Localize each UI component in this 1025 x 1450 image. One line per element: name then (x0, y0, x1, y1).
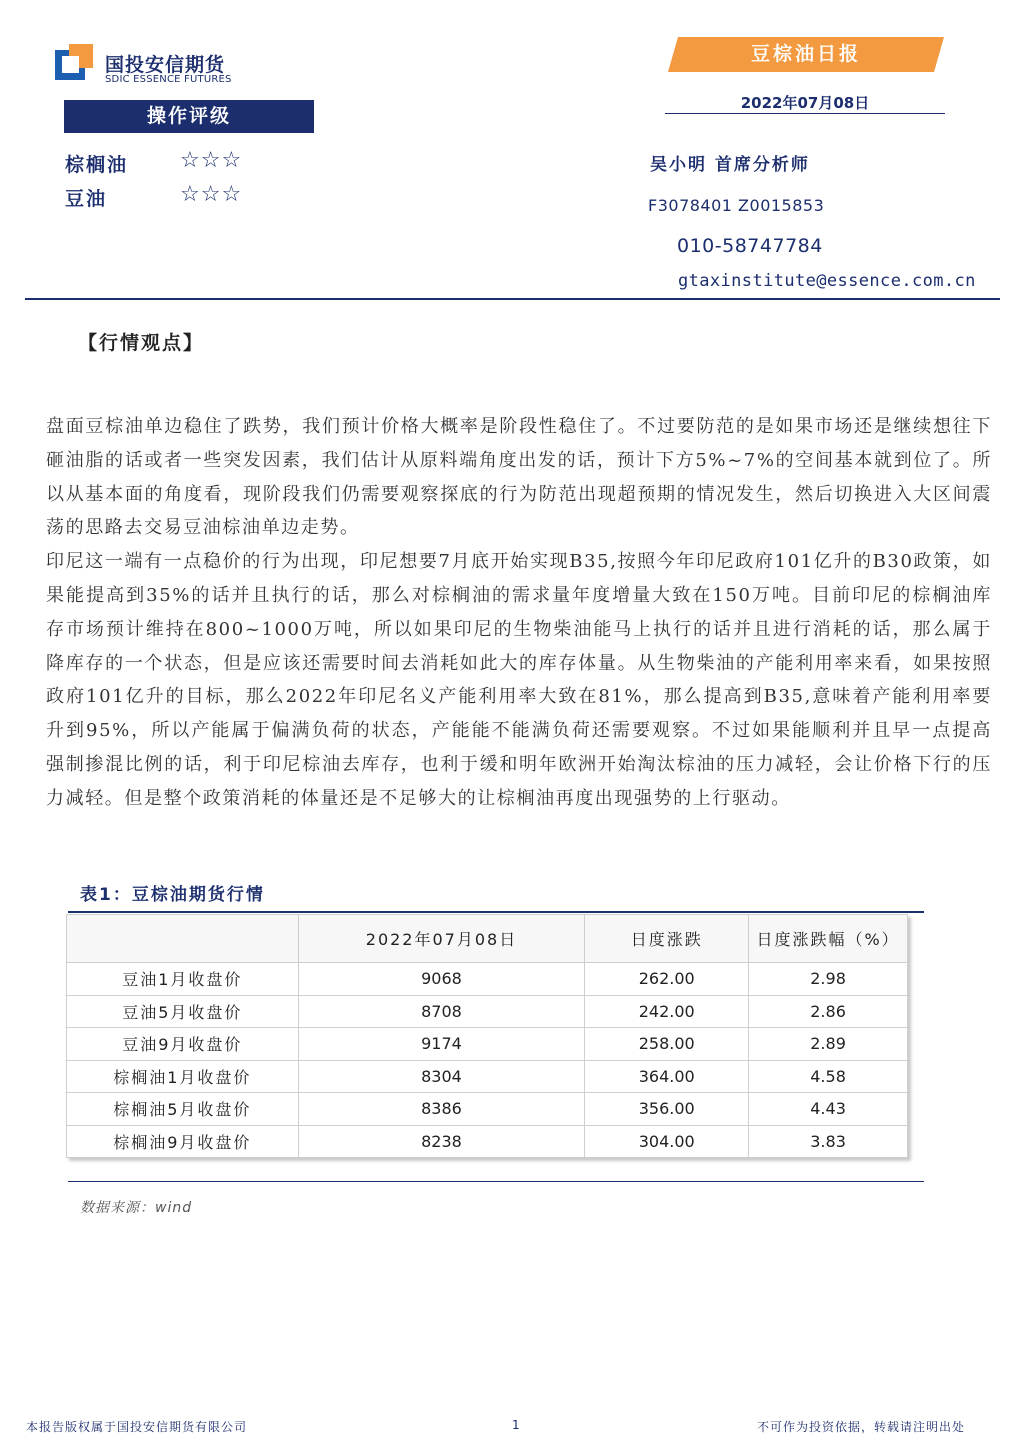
table-row (67, 963, 908, 996)
table-bottom-rule (68, 1181, 924, 1182)
daily-change: 304.00 (585, 1125, 749, 1158)
daily-change: 356.00 (585, 1093, 749, 1126)
close-price: 9068 (298, 963, 585, 996)
contract-name: 棕榈油1月收盘价 (67, 1060, 299, 1093)
section-title: 【行情观点】 (78, 332, 205, 354)
logo-chinese-name: 国投安信期货 (105, 54, 226, 76)
column-header: 日度涨跌幅（%） (749, 915, 908, 963)
header-divider (25, 298, 1000, 300)
contract-name: 豆油9月收盘价 (67, 1028, 299, 1061)
rating-item-name: 棕榈油 (65, 154, 129, 176)
rating-title: 操作评级 (64, 100, 314, 133)
report-name: 豆棕油日报 (750, 43, 861, 65)
footer-disclaimer: 不可作为投资依据，转载请注明出处 (757, 1420, 966, 1434)
analyst-name: 吴小明 首席分析师 (650, 155, 810, 175)
table-row (67, 1028, 908, 1061)
table-header-row (67, 915, 908, 963)
table-row (67, 1060, 908, 1093)
analyst-phone: 010-58747784 (677, 235, 823, 257)
daily-change: 258.00 (585, 1028, 749, 1061)
table-title: 表1：豆棕油期货行情 (80, 885, 265, 905)
table-row (67, 1125, 908, 1158)
company-logo-icon (55, 44, 93, 82)
close-price: 9174 (298, 1028, 585, 1061)
close-price: 8386 (298, 1093, 585, 1126)
daily-change-pct: 2.86 (749, 995, 908, 1028)
daily-change-pct: 3.83 (749, 1125, 908, 1158)
paragraph: 印尼这一端有一点稳价的行为出现，印尼想要7月底开始实现B35,按照今年印尼政府101亿升的B30政策，如果能提高到35%的话并且执行的话，那么对棕榈油的需求量年度增量大致在150万吨。目前印尼的棕榈油库存市场预计维持在800~1000万吨，所以如果印尼的生物柴油能马上执行的话并且进行消耗的话，那么属于降库存的一个状态，但是应该还需要时间去消耗如此大的库存体量。从生物柴油的产能利用率来看，如果按照政府101亿升的目标，那么2022年印尼名义产能利用率大致在81%，那么提高到B35,意味着产能利用率要升到95%，所以产能属于偏满负荷的状态，产能能不能满负荷还需要观察。不过如果能顺利并且早一点提高强制掺混比例的话，利于印尼棕油去库存，也利于缓和明年欧洲开始淘汰棕油的压力减轻，会让价格下行的压力减轻。但是整个政策消耗的体量还是不足够大的让棕榈油再度出现强势的上行驱动。 (46, 551, 992, 809)
analyst-license: F3078401 Z0015853 (648, 196, 825, 215)
daily-change-pct: 2.89 (749, 1028, 908, 1061)
logo-english-name: SDIC ESSENCE FUTURES (105, 74, 232, 85)
paragraph: 盘面豆棕油单边稳住了跌势，我们预计价格大概率是阶段性稳住了。不过要防范的是如果市场还是继续想往下砸油脂的话或者一些突发因素，我们估计从原料端角度出发的话，预计下方5%~7%的空间基本就到位了。所以从基本面的角度看，现阶段我们仍需要观察探底的行为防范出现超预期的情况发生，然后切换进入大区间震荡的思路去交易豆油棕油单边走势。 (46, 416, 992, 539)
report-date: 2022年07月08日 (740, 94, 870, 112)
daily-change-pct: 2.98 (749, 963, 908, 996)
page-number: 1 (512, 1418, 520, 1432)
column-header: 2022年07月08日 (298, 915, 585, 963)
analyst-email[interactable]: gtaxinstitute@essence.com.cn (678, 271, 976, 291)
column-header (67, 915, 299, 963)
table-top-rule (68, 911, 924, 913)
column-header: 日度涨跌 (585, 915, 749, 963)
star-rating-icon: ☆☆☆ (180, 148, 243, 173)
futures-quotes-table (66, 914, 908, 1158)
contract-name: 棕榈油5月收盘价 (67, 1093, 299, 1126)
date-divider (665, 113, 945, 114)
contract-name: 棕榈油9月收盘价 (67, 1125, 299, 1158)
daily-change-pct: 4.58 (749, 1060, 908, 1093)
footer-copyright: 本报告版权属于国投安信期货有限公司 (26, 1420, 248, 1434)
close-price: 8238 (298, 1125, 585, 1158)
close-price: 8708 (298, 995, 585, 1028)
daily-change: 242.00 (585, 995, 749, 1028)
table-row (67, 995, 908, 1028)
daily-change-pct: 4.43 (749, 1093, 908, 1126)
daily-change: 262.00 (585, 963, 749, 996)
contract-name: 豆油1月收盘价 (67, 963, 299, 996)
table-row (67, 1093, 908, 1126)
daily-change: 364.00 (585, 1060, 749, 1093)
contract-name: 豆油5月收盘价 (67, 995, 299, 1028)
market-view-text (46, 410, 992, 816)
star-rating-icon: ☆☆☆ (180, 182, 243, 207)
close-price: 8304 (298, 1060, 585, 1093)
data-source: 数据来源：wind (80, 1200, 193, 1216)
rating-item-name: 豆油 (65, 188, 108, 210)
